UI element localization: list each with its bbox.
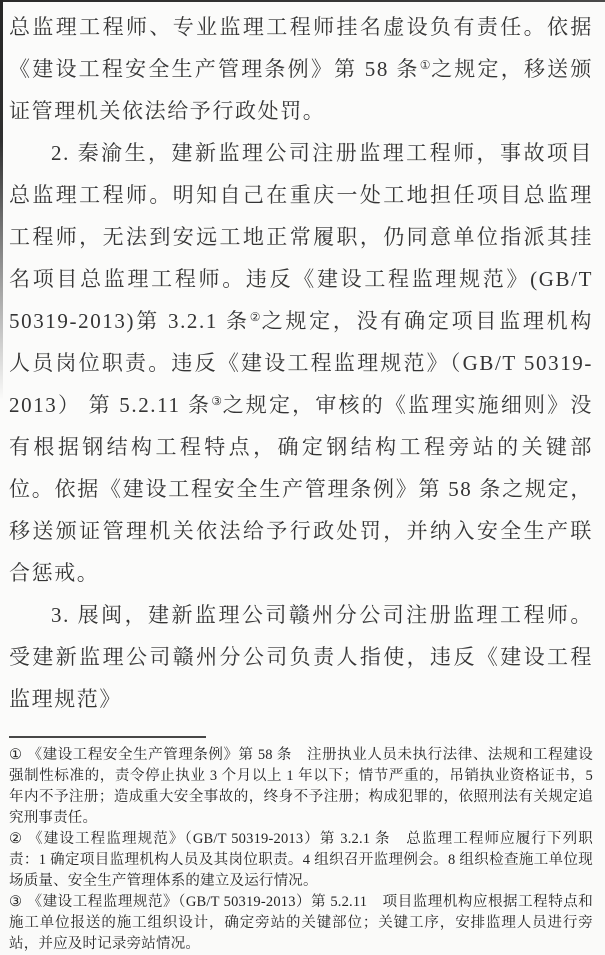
footnote-1-marker: ① [9, 747, 23, 763]
paragraph-1-text: 之规定，移送颁证管理机关依法给予行政处罚。 [9, 57, 594, 123]
document-body [9, 6, 593, 720]
footnote-1-text: 《建设工程安全生产管理条例》第 58 条 注册执业人员未执行法律、法规和工程建设强制性标准的，责令停止执业 3 个月以上 1 年以下；情节严重的，吊销执业资格证书，5 年内不予注册；造成重大安全事故的，终身不予注册；构成犯罪的，依照刑法有关规定追究刑事责任。 [9, 747, 594, 826]
footnote-2-marker: ② [9, 831, 24, 847]
footnote-separator [9, 736, 206, 738]
footnote-3-marker: ③ [9, 894, 23, 910]
footnotes-section [9, 745, 593, 955]
footnote-ref-3: ③ [211, 394, 223, 408]
paragraph-2 [9, 132, 593, 594]
paragraph-2-text: 之规定，没有确定项目监理机构人员岗位职责。违反《建设工程监理规范》（GB/T 50319-2013） 第 5.2.11 条 [9, 309, 593, 417]
footnote-ref-2: ② [249, 310, 262, 324]
paragraph-3-text: 3. 展闽，建新监理公司赣州分公司注册监理工程师。受建新监理公司赣州分公司负责人指使，违反《建设工程监理规范》 [9, 603, 593, 711]
footnote-item-2 [9, 829, 593, 892]
scan-artifact-left-edge [0, 0, 3, 400]
footnote-3-text: 《建设工程监理规范》（GB/T 50319-2013）第 5.2.11 项目监理机构应根据工程特点和施工单位报送的施工组织设计，确定旁站的关键部位；关键工序，安排监理人员进行旁站，并应及时记录旁站情况。 [9, 894, 594, 952]
scan-artifact-top-edge [0, 0, 605, 2]
footnote-item-3 [9, 892, 593, 955]
footnote-item-1 [9, 745, 593, 829]
paragraph-3 [9, 594, 593, 720]
paragraph-1 [9, 6, 593, 132]
paragraph-2-text: 2. 秦渝生，建新监理公司注册监理工程师，事故项目总监理工程师。明知自己在重庆一处工地担任项目总监理工程师，无法到安远工地正常履职，仍同意单位指派其挂名项目总监理工程师。违反《建设工程监理规范》(GB/T 50319-2013)第 3.2.1 条 [9, 141, 593, 333]
paragraph-1-text: 总监理工程师、专业监理工程师挂名虚设负有责任。依据《建设工程安全生产管理条例》第 58 条 [9, 15, 593, 81]
footnote-ref-1: ① [419, 58, 432, 72]
footnote-2-text: 《建设工程监理规范》（GB/T 50319-2013）第 3.2.1 条 总监理工程师应履行下列职责：1 确定项目监理机构人员及其岗位职责。4 组织召开监理例会。8 组织检查施工单位现场质量、安全生产管理体系的建立及运行情况。 [9, 831, 593, 889]
paragraph-2-text: 之规定，审核的《监理实施细则》没有根据钢结构工程特点，确定钢结构工程旁站的关键部位。依据《建设工程安全生产管理条例》第 58 条之规定，移送颁证管理机关依法给予行政处罚，并纳入安全生产联合惩戒。 [9, 393, 593, 585]
